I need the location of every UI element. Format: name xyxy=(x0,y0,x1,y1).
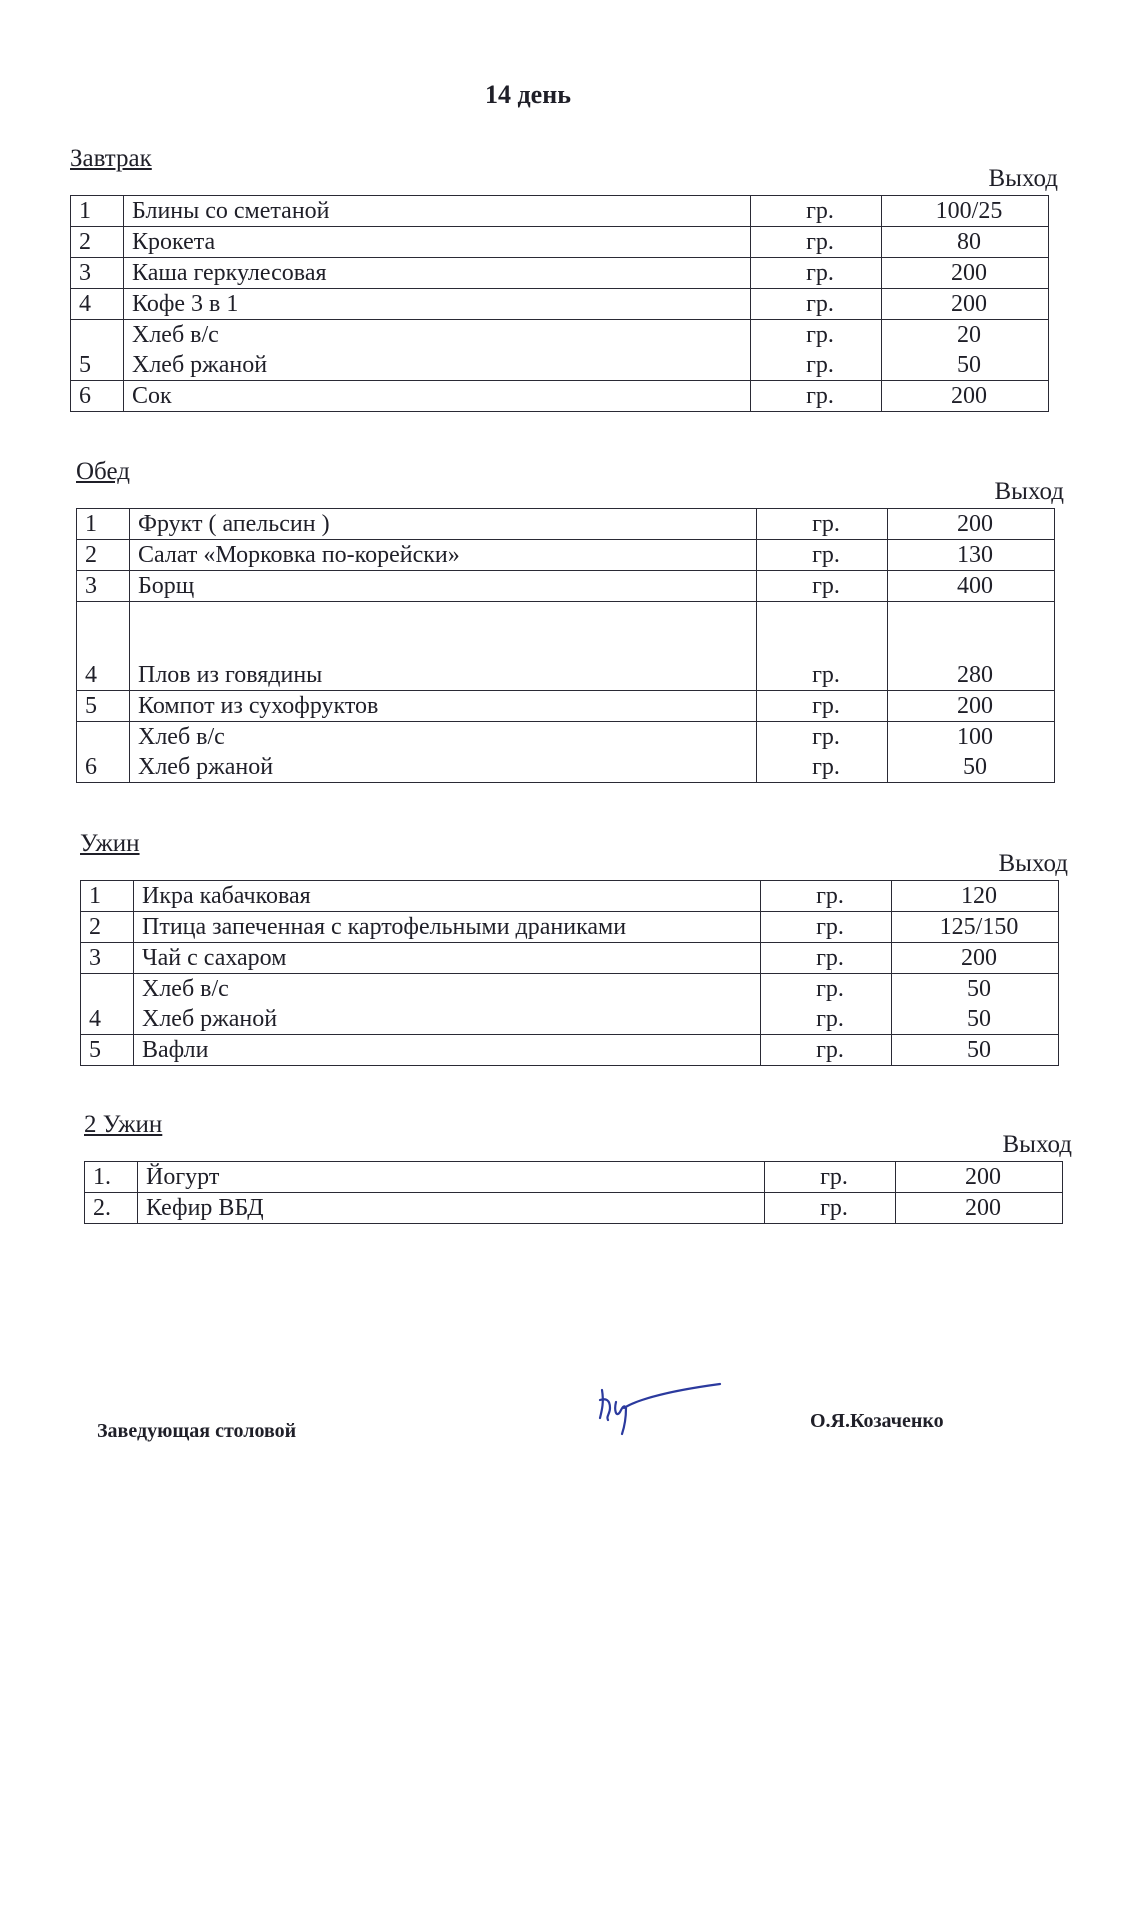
table-row xyxy=(81,943,1059,974)
section-heading: Ужин xyxy=(80,830,140,857)
table-row xyxy=(77,540,1055,571)
unit-label: гр. xyxy=(806,352,834,378)
unit-cell xyxy=(757,602,888,691)
quantity-value: 100/25 xyxy=(935,198,1003,224)
dish-name-cell xyxy=(124,196,751,227)
quantity-value: 200 xyxy=(961,945,997,971)
quantity-cell xyxy=(896,1193,1063,1224)
dish-name: Плов из говядины xyxy=(138,662,323,688)
unit-cell xyxy=(751,289,882,320)
output-label: Выход xyxy=(988,165,1058,192)
unit-label: гр. xyxy=(806,383,834,409)
table-row xyxy=(81,1035,1059,1066)
table-row xyxy=(71,381,1049,412)
output-label: Выход xyxy=(1002,1131,1072,1158)
dish-name-cell xyxy=(130,540,757,571)
unit-cell xyxy=(757,509,888,540)
dish-name: Каша геркулесовая xyxy=(132,260,327,286)
section-second-dinner xyxy=(84,1111,1072,1241)
menu-table xyxy=(76,508,1055,783)
quantity-value: 280 xyxy=(957,662,993,688)
quantity-cell xyxy=(892,1035,1059,1066)
dish-name-cell xyxy=(138,1193,765,1224)
row-number: 3 xyxy=(81,943,134,974)
unit-cell xyxy=(757,691,888,722)
unit-cell xyxy=(761,943,892,974)
quantity-cell xyxy=(882,227,1049,258)
table-row xyxy=(77,691,1055,722)
quantity-value: 50 xyxy=(957,352,981,378)
quantity-value: 50 xyxy=(963,754,987,780)
table-row xyxy=(71,196,1049,227)
dish-name: Хлеб в/с xyxy=(132,322,219,348)
row-number: 1 xyxy=(81,881,134,912)
quantity-cell xyxy=(888,602,1055,691)
table-row xyxy=(81,881,1059,912)
unit-label: гр. xyxy=(816,945,844,971)
menu-table xyxy=(84,1161,1063,1224)
quantity-value: 200 xyxy=(965,1164,1001,1190)
dish-name-cell xyxy=(134,1035,761,1066)
dish-name-cell xyxy=(124,381,751,412)
dish-name: Хлеб в/с xyxy=(142,976,229,1002)
table-row xyxy=(85,1193,1063,1224)
footer-name: О.Я.Козаченко xyxy=(810,1410,944,1432)
unit-label: гр. xyxy=(812,662,840,688)
quantity-cell xyxy=(882,381,1049,412)
quantity-cell xyxy=(888,691,1055,722)
quantity-value: 120 xyxy=(961,883,997,909)
dish-name-cell xyxy=(134,881,761,912)
unit-label: гр. xyxy=(816,914,844,940)
dish-name: Йогурт xyxy=(146,1164,220,1190)
output-label: Выход xyxy=(998,850,1068,877)
dish-name-cell xyxy=(130,722,757,783)
unit-label: гр. xyxy=(812,724,840,750)
dish-name-cell xyxy=(130,571,757,602)
unit-label: гр. xyxy=(806,198,834,224)
section-heading: 2 Ужин xyxy=(84,1111,163,1138)
dish-name: Крокета xyxy=(132,229,216,255)
unit-cell xyxy=(765,1162,896,1193)
unit-label: гр. xyxy=(812,542,840,568)
quantity-value: 125/150 xyxy=(939,914,1019,940)
table-row xyxy=(71,320,1049,381)
unit-label: гр. xyxy=(812,573,840,599)
unit-label: гр. xyxy=(820,1195,848,1221)
quantity-cell xyxy=(892,912,1059,943)
dish-name: Фрукт ( апельсин ) xyxy=(138,511,330,537)
unit-label: гр. xyxy=(812,511,840,537)
unit-label: гр. xyxy=(816,1006,844,1032)
dish-name-cell xyxy=(124,289,751,320)
quantity-value: 200 xyxy=(951,383,987,409)
signature-image xyxy=(590,1378,730,1438)
unit-label: гр. xyxy=(820,1164,848,1190)
quantity-value: 400 xyxy=(957,573,993,599)
unit-label: гр. xyxy=(816,1037,844,1063)
quantity-value: 200 xyxy=(957,511,993,537)
table-row xyxy=(71,227,1049,258)
table-row xyxy=(77,722,1055,783)
row-number: 3 xyxy=(71,258,124,289)
table-row xyxy=(77,602,1055,691)
unit-cell xyxy=(761,881,892,912)
unit-label: гр. xyxy=(816,976,844,1002)
section-breakfast xyxy=(70,145,1058,415)
row-number: 4 xyxy=(81,974,134,1035)
quantity-cell xyxy=(888,571,1055,602)
unit-cell xyxy=(757,540,888,571)
row-number: 1 xyxy=(77,509,130,540)
row-number: 4 xyxy=(77,602,130,691)
table-row xyxy=(71,289,1049,320)
dish-name-cell xyxy=(134,943,761,974)
quantity-value: 100 xyxy=(957,724,993,750)
row-number: 5 xyxy=(71,320,124,381)
dish-name: Птица запеченная с картофельными драниками xyxy=(142,914,627,940)
dish-name-cell xyxy=(134,912,761,943)
page-title: 14 день xyxy=(485,80,571,109)
row-number: 1. xyxy=(85,1162,138,1193)
dish-name: Сок xyxy=(132,383,172,409)
row-number: 5 xyxy=(77,691,130,722)
dish-name-cell xyxy=(138,1162,765,1193)
quantity-cell xyxy=(888,722,1055,783)
quantity-cell xyxy=(882,320,1049,381)
output-label: Выход xyxy=(994,478,1064,505)
row-number: 6 xyxy=(71,381,124,412)
table-row xyxy=(85,1162,1063,1193)
dish-name: Хлеб ржаной xyxy=(138,754,274,780)
unit-cell xyxy=(751,320,882,381)
dish-name: Икра кабачковая xyxy=(142,883,311,909)
unit-label: гр. xyxy=(806,260,834,286)
dish-name: Чай с сахаром xyxy=(142,945,287,971)
unit-label: гр. xyxy=(812,693,840,719)
section-heading: Завтрак xyxy=(70,145,152,172)
unit-label: гр. xyxy=(816,883,844,909)
table-row xyxy=(71,258,1049,289)
quantity-cell xyxy=(882,196,1049,227)
unit-label: гр. xyxy=(812,754,840,780)
quantity-value: 50 xyxy=(967,1006,991,1032)
dish-name-cell xyxy=(134,974,761,1035)
unit-cell xyxy=(751,227,882,258)
dish-name: Салат «Морковка по-корейски» xyxy=(138,542,460,568)
unit-cell xyxy=(757,571,888,602)
quantity-cell xyxy=(892,943,1059,974)
row-number: 2. xyxy=(85,1193,138,1224)
section-dinner xyxy=(80,830,1068,1070)
quantity-value: 200 xyxy=(951,260,987,286)
dish-name-cell xyxy=(124,320,751,381)
dish-name-cell xyxy=(130,509,757,540)
menu-table xyxy=(70,195,1049,412)
quantity-cell xyxy=(888,509,1055,540)
footer-role: Заведующая столовой xyxy=(97,1420,297,1442)
row-number: 1 xyxy=(71,196,124,227)
unit-cell xyxy=(765,1193,896,1224)
table-row xyxy=(77,571,1055,602)
dish-name: Блины со сметаной xyxy=(132,198,330,224)
quantity-cell xyxy=(892,974,1059,1035)
row-number: 4 xyxy=(71,289,124,320)
dish-name: Борщ xyxy=(138,573,195,599)
row-number: 5 xyxy=(81,1035,134,1066)
dish-name: Компот из сухофруктов xyxy=(138,693,379,719)
quantity-value: 50 xyxy=(967,1037,991,1063)
table-row xyxy=(77,509,1055,540)
unit-cell xyxy=(761,1035,892,1066)
unit-label: гр. xyxy=(806,322,834,348)
quantity-value: 50 xyxy=(967,976,991,1002)
unit-cell xyxy=(751,258,882,289)
unit-label: гр. xyxy=(806,291,834,317)
dish-name: Хлеб в/с xyxy=(138,724,225,750)
unit-cell xyxy=(761,974,892,1035)
dish-name: Вафли xyxy=(142,1037,209,1063)
dish-name: Кефир ВБД xyxy=(146,1195,264,1221)
dish-name-cell xyxy=(124,258,751,289)
quantity-cell xyxy=(896,1162,1063,1193)
dish-name-cell xyxy=(130,602,757,691)
quantity-value: 130 xyxy=(957,542,993,568)
section-lunch xyxy=(76,458,1064,808)
quantity-cell xyxy=(892,881,1059,912)
unit-cell xyxy=(751,196,882,227)
quantity-value: 200 xyxy=(957,693,993,719)
dish-name: Хлеб ржаной xyxy=(132,352,268,378)
quantity-value: 20 xyxy=(957,322,981,348)
quantity-cell xyxy=(882,289,1049,320)
dish-name-cell xyxy=(130,691,757,722)
table-row xyxy=(81,974,1059,1035)
quantity-value: 80 xyxy=(957,229,981,255)
row-number: 6 xyxy=(77,722,130,783)
unit-cell xyxy=(761,912,892,943)
unit-cell xyxy=(757,722,888,783)
row-number: 2 xyxy=(81,912,134,943)
row-number: 2 xyxy=(77,540,130,571)
unit-cell xyxy=(751,381,882,412)
row-number: 3 xyxy=(77,571,130,602)
quantity-value: 200 xyxy=(965,1195,1001,1221)
unit-label: гр. xyxy=(806,229,834,255)
quantity-cell xyxy=(882,258,1049,289)
quantity-cell xyxy=(888,540,1055,571)
dish-name: Кофе 3 в 1 xyxy=(132,291,239,317)
row-number: 2 xyxy=(71,227,124,258)
section-heading: Обед xyxy=(76,458,130,485)
dish-name: Хлеб ржаной xyxy=(142,1006,278,1032)
table-row xyxy=(81,912,1059,943)
quantity-value: 200 xyxy=(951,291,987,317)
dish-name-cell xyxy=(124,227,751,258)
menu-table xyxy=(80,880,1059,1066)
